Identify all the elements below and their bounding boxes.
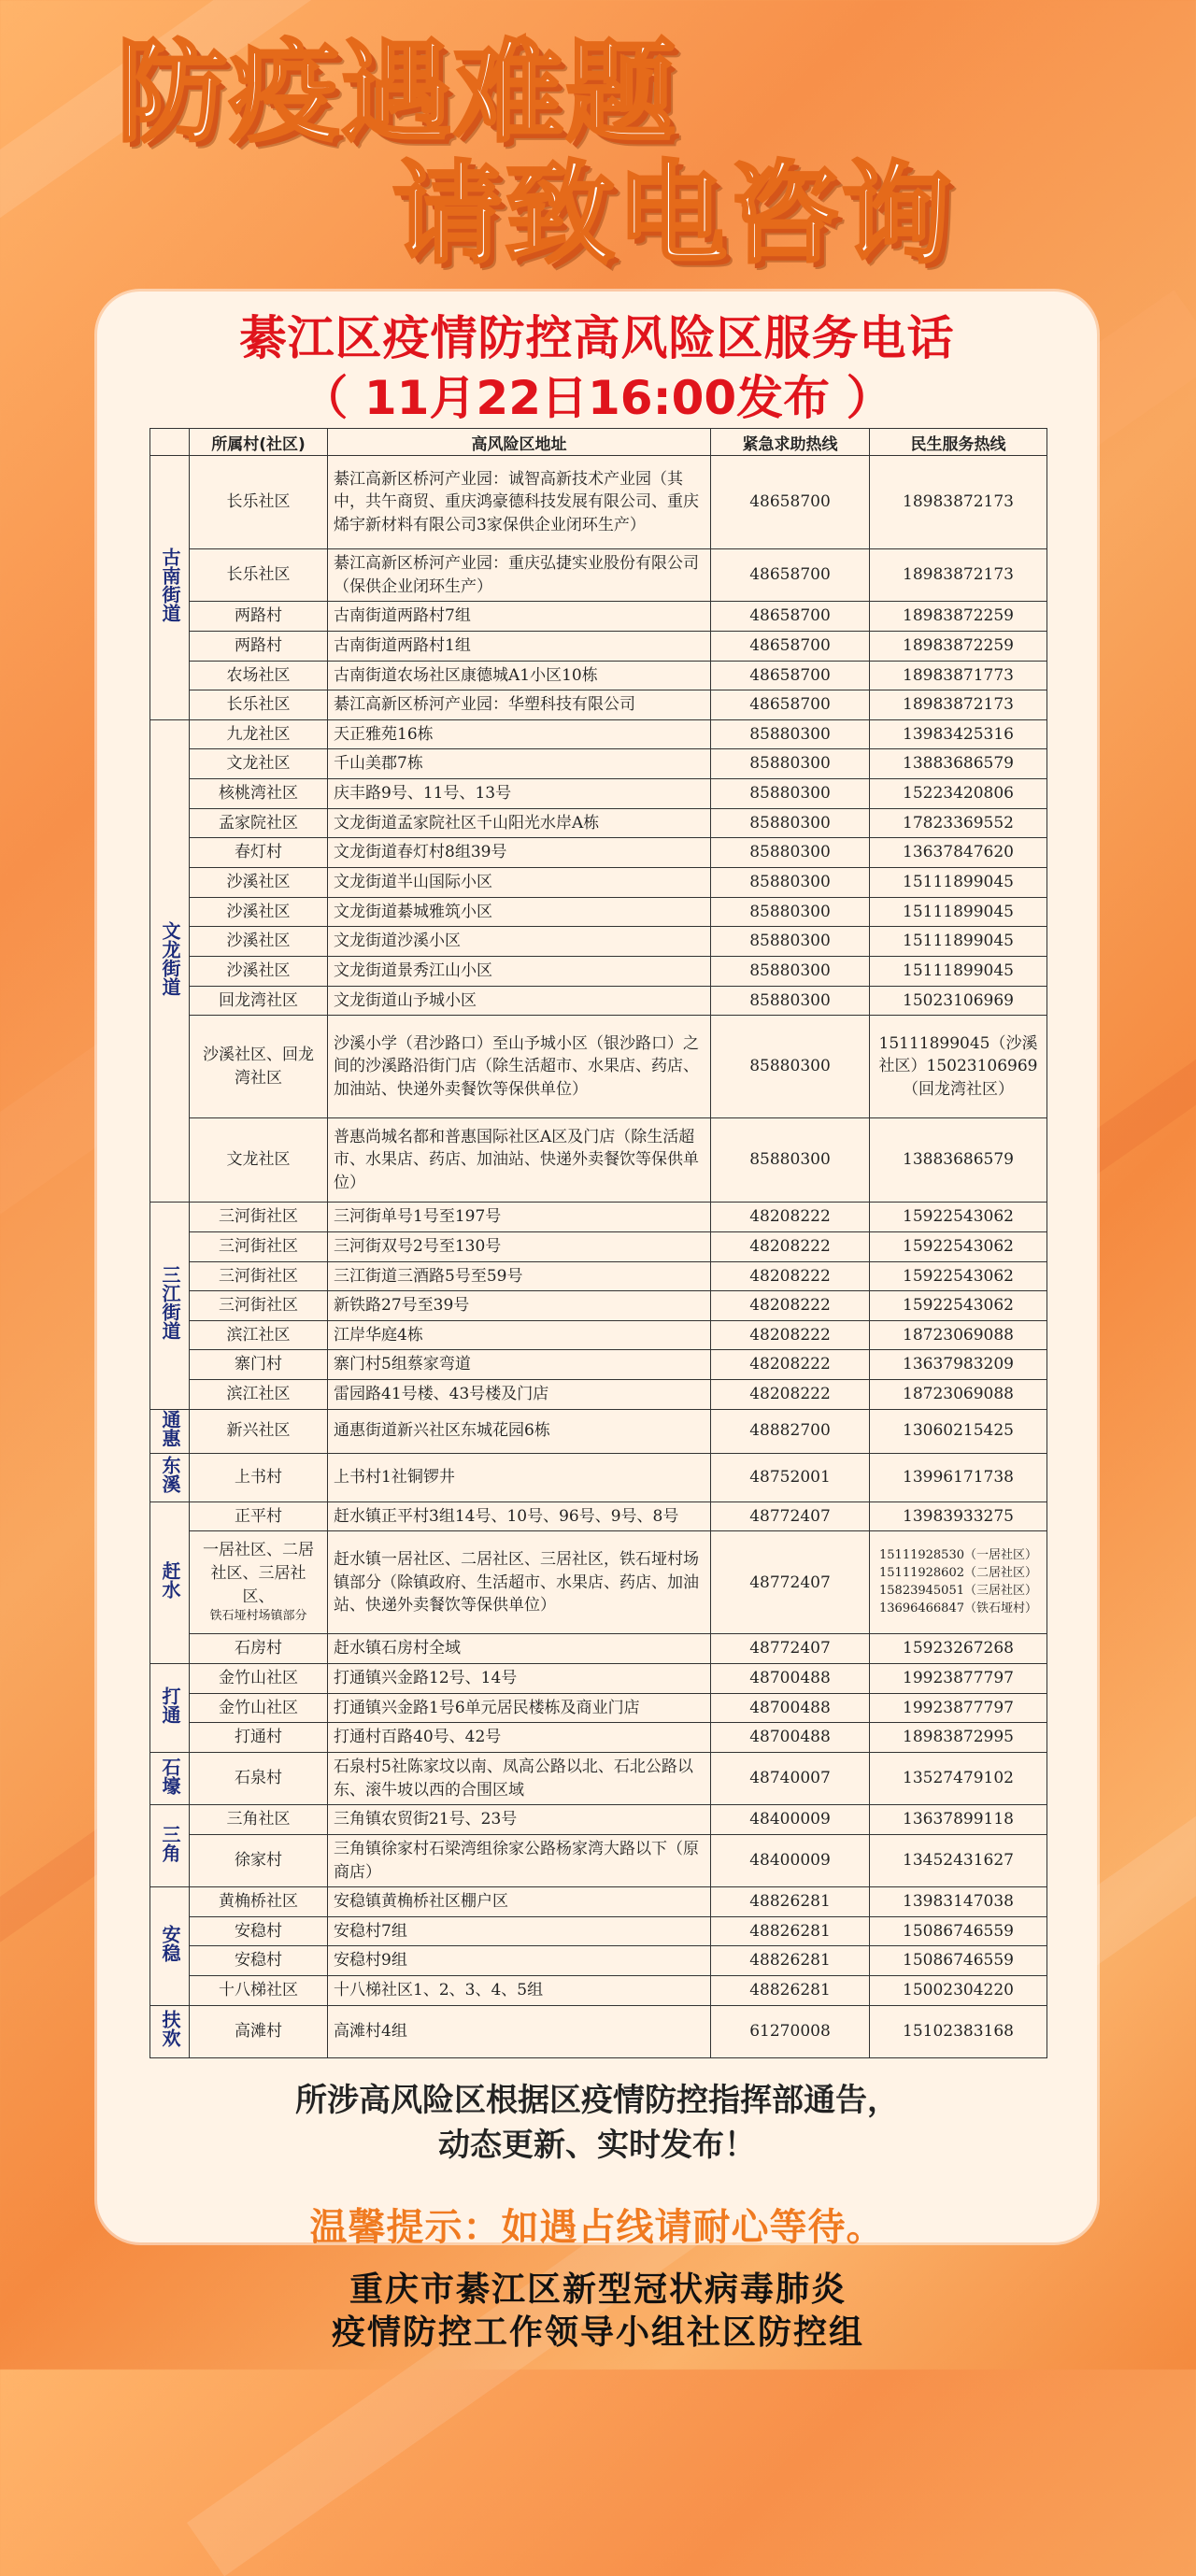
- address-cell: 庆丰路9号、11号、13号: [328, 779, 711, 809]
- table-row: [150, 1976, 1047, 2006]
- address-cell: 文龙街道綦城雅筑小区: [328, 897, 711, 927]
- service-hotline-item: 15823945051（三居社区）: [879, 1583, 1037, 1598]
- emergency-hotline: 48700488: [711, 1723, 870, 1753]
- table-row: [150, 1261, 1047, 1291]
- service-hotline: 13637983209: [870, 1350, 1047, 1380]
- emergency-hotline: 85880300: [711, 956, 870, 986]
- service-hotline: 18983872173: [870, 690, 1047, 720]
- village-name: 文龙社区: [226, 1150, 291, 1170]
- address-cell: 打通镇兴金路12号、14号: [328, 1664, 711, 1694]
- village-cell: [190, 927, 328, 957]
- emergency-hotline: 48208222: [711, 1380, 870, 1410]
- address-cell: 天正雅苑16栋: [328, 719, 711, 749]
- village-name: 核桃湾社区: [219, 784, 298, 804]
- service-hotline-item: 15111928530（一居社区）: [879, 1548, 1037, 1563]
- village-cell: [190, 1634, 328, 1664]
- service-hotline: 15111899045: [870, 897, 1047, 927]
- group-name-cell: [150, 1453, 190, 1501]
- village-cell: [190, 1664, 328, 1694]
- hotline-table: [150, 428, 1047, 2058]
- address-cell: 三河街双号2号至130号: [328, 1231, 711, 1261]
- address-cell: 千山美郡7栋: [328, 749, 711, 779]
- headline-line2: 请致电咨询: [392, 149, 954, 278]
- village-name: 滨江社区: [226, 1385, 291, 1404]
- service-hotline: 18723069088: [870, 1380, 1047, 1410]
- village-name: 两路村: [235, 635, 282, 655]
- village-name: 沙溪社区: [226, 873, 291, 892]
- village-cell: [190, 1203, 328, 1232]
- table-row: [150, 1723, 1047, 1753]
- group-name: 古南街道: [159, 547, 181, 622]
- table-row: [150, 1350, 1047, 1380]
- table-row: [150, 1291, 1047, 1321]
- emergency-hotline: 48752001: [711, 1453, 870, 1501]
- emergency-hotline: 48700488: [711, 1664, 870, 1694]
- village-name: 正平村: [235, 1506, 282, 1526]
- emergency-hotline: 48208222: [711, 1350, 870, 1380]
- address-cell: 普惠尚城名都和普惠国际社区A区及门店（除生活超市、水果店、药店、加油站、快递外卖餐饮等保供单位）: [328, 1118, 711, 1203]
- village-cell: [190, 1118, 328, 1203]
- village-cell: [190, 1946, 328, 1976]
- group-name-cell: [150, 1805, 190, 1887]
- village-cell: [190, 602, 328, 632]
- village-cell: [190, 631, 328, 661]
- village-cell: [190, 808, 328, 838]
- village-name: 农场社区: [226, 665, 291, 685]
- village-name: 石泉村: [235, 1769, 282, 1788]
- village-cell: [190, 549, 328, 602]
- emergency-hotline: 48208222: [711, 1261, 870, 1291]
- village-cell: [190, 868, 328, 898]
- header-village: 所属村(社区): [190, 429, 328, 456]
- address-cell: 十八梯社区1、2、3、4、5组: [328, 1976, 711, 2006]
- group-name: 文龙街道: [159, 920, 181, 996]
- emergency-hotline: 48826281: [711, 1976, 870, 2006]
- service-hotline: 13983147038: [870, 1887, 1047, 1917]
- village-name: 安稳村: [235, 1921, 282, 1941]
- group-name-cell: [150, 1501, 190, 1663]
- village-name: 三河街社区: [219, 1266, 298, 1286]
- address-cell: 文龙街道山予城小区: [328, 986, 711, 1016]
- address-cell: 三角镇徐家村石梁湾组徐家公路杨家湾大路以下（原商店）: [328, 1834, 711, 1886]
- table-row: [150, 779, 1047, 809]
- village-name: 安稳村: [235, 1951, 282, 1971]
- release-time: （ 11月22日16:00发布 ）: [301, 371, 893, 425]
- village-name: 沙溪社区、回龙湾社区: [203, 1046, 314, 1088]
- emergency-hotline: 85880300: [711, 779, 870, 809]
- table-row: [150, 956, 1047, 986]
- emergency-hotline: 48658700: [711, 631, 870, 661]
- table-row: [150, 808, 1047, 838]
- service-hotline: 15922543062: [870, 1261, 1047, 1291]
- table-row: [150, 1834, 1047, 1886]
- service-hotline: 15922543062: [870, 1291, 1047, 1321]
- notice-line2: 动态更新、实时发布！: [438, 2127, 756, 2164]
- group-name-cell: [150, 456, 190, 720]
- table-row: [150, 1664, 1047, 1694]
- emergency-hotline: 85880300: [711, 1016, 870, 1118]
- group-name-cell: [150, 1664, 190, 1753]
- village-name: 打通村: [235, 1728, 282, 1747]
- address-cell: 文龙街道孟家院社区千山阳光水岸A栋: [328, 808, 711, 838]
- village-cell: [190, 1350, 328, 1380]
- village-cell: [190, 956, 328, 986]
- service-hotline: 15223420806: [870, 779, 1047, 809]
- table-row: [150, 631, 1047, 661]
- service-hotline: 18983872259: [870, 602, 1047, 632]
- header-service: 民生服务热线: [870, 429, 1047, 456]
- service-hotline: 15923267268: [870, 1634, 1047, 1664]
- address-cell: 文龙街道半山国际小区: [328, 868, 711, 898]
- village-cell: [190, 1320, 328, 1350]
- service-hotline: 18983872995: [870, 1723, 1047, 1753]
- poster-title: 綦江区疫情防控高风险区服务电话: [239, 311, 955, 365]
- service-hotline: 18983872173: [870, 549, 1047, 602]
- service-hotline: 15111899045: [870, 956, 1047, 986]
- emergency-hotline: 48208222: [711, 1203, 870, 1232]
- emergency-hotline: 85880300: [711, 719, 870, 749]
- village-cell: [190, 1887, 328, 1917]
- group-name-cell: [150, 1203, 190, 1409]
- village-name: 十八梯社区: [219, 1981, 298, 2000]
- emergency-hotline: 48772407: [711, 1501, 870, 1531]
- emergency-hotline: 48658700: [711, 690, 870, 720]
- address-cell: 古南街道两路村1组: [328, 631, 711, 661]
- service-hotline: 15922543062: [870, 1231, 1047, 1261]
- service-hotline: 15023106969: [870, 986, 1047, 1016]
- address-cell: 沙溪小学（君沙路口）至山予城小区（银沙路口）之间的沙溪路沿街门店（除生活超市、水果店、药店、加油站、快递外卖餐饮等保供单位）: [328, 1016, 711, 1118]
- service-hotline: 18983872173: [870, 456, 1047, 549]
- village-cell: [190, 1016, 328, 1118]
- headline-line1: 防疫遇难题: [117, 28, 678, 157]
- address-cell: 赶水镇一居社区、二居社区、三居社区，铁石垭村场镇部分（除镇政府、生活超市、水果店、药店、加油站、快递外卖餐饮等保供单位）: [328, 1531, 711, 1634]
- emergency-hotline: 48882700: [711, 1409, 870, 1453]
- village-cell: [190, 719, 328, 749]
- address-cell: 三河街单号1号至197号: [328, 1203, 711, 1232]
- table-row: [150, 1320, 1047, 1350]
- emergency-hotline: 85880300: [711, 808, 870, 838]
- village-name: 黄桷桥社区: [219, 1892, 298, 1912]
- service-hotline: 18983871773: [870, 661, 1047, 690]
- village-cell: [190, 1453, 328, 1501]
- service-hotline: 15111899045: [870, 868, 1047, 898]
- village-name: 新兴社区: [226, 1421, 291, 1441]
- table-row: [150, 690, 1047, 720]
- emergency-hotline: 48700488: [711, 1693, 870, 1723]
- table-row: [150, 838, 1047, 868]
- service-hotline: 15102383168: [870, 2005, 1047, 2057]
- emergency-hotline: 48208222: [711, 1291, 870, 1321]
- village-cell: [190, 1291, 328, 1321]
- table-row: [150, 1453, 1047, 1501]
- address-cell: 文龙街道景秀江山小区: [328, 956, 711, 986]
- village-cell: [190, 897, 328, 927]
- emergency-hotline: 48208222: [711, 1231, 870, 1261]
- table-row: [150, 1231, 1047, 1261]
- group-name-cell: [150, 719, 190, 1202]
- village-name: 滨江社区: [226, 1325, 291, 1345]
- notice-line1: 所涉高风险区根据区疫情防控指挥部通告，: [295, 2082, 899, 2119]
- village-name: 孟家院社区: [219, 813, 298, 833]
- village-name: 沙溪社区: [226, 961, 291, 980]
- table-row: [150, 927, 1047, 957]
- village-cell: [190, 1501, 328, 1531]
- table-row: [150, 719, 1047, 749]
- village-name: 长乐社区: [226, 492, 291, 512]
- village-name: 九龙社区: [226, 724, 291, 744]
- service-hotline: 15111899045（沙溪社区）15023106969（回龙湾社区）: [870, 1016, 1047, 1118]
- village-name: 一居社区、二居社区、三居社区、: [203, 1541, 314, 1606]
- service-hotline: 13883686579: [870, 1118, 1047, 1203]
- service-hotline: 15086746559: [870, 1916, 1047, 1946]
- address-cell: 打通镇兴金路1号6单元居民楼栋及商业门店: [328, 1693, 711, 1723]
- table-row: [150, 1634, 1047, 1664]
- table-row: [150, 1805, 1047, 1835]
- village-cell: [190, 1834, 328, 1886]
- emergency-hotline: 48772407: [711, 1634, 870, 1664]
- table-row: [150, 749, 1047, 779]
- table-row: [150, 897, 1047, 927]
- emergency-hotline: 48658700: [711, 549, 870, 602]
- village-cell: [190, 1231, 328, 1261]
- village-cell: [190, 1976, 328, 2006]
- emergency-hotline: 48658700: [711, 661, 870, 690]
- service-hotline: 19923877797: [870, 1693, 1047, 1723]
- table-row: [150, 549, 1047, 602]
- village-cell: [190, 1409, 328, 1453]
- service-hotline: 13983933275: [870, 1501, 1047, 1531]
- village-cell: [190, 690, 328, 720]
- emergency-hotline: 85880300: [711, 868, 870, 898]
- address-cell: 寨门村5组蔡家弯道: [328, 1350, 711, 1380]
- village-cell: [190, 661, 328, 690]
- footer-org-line1: 重庆市綦江区新型冠状病毒肺炎: [349, 2270, 847, 2309]
- address-cell: 安稳村9组: [328, 1946, 711, 1976]
- address-cell: 古南街道农场社区康德城A1小区10栋: [328, 661, 711, 690]
- village-cell: [190, 1752, 328, 1804]
- service-hotline-item: 15111928602（二居社区）: [879, 1566, 1037, 1581]
- emergency-hotline: 85880300: [711, 838, 870, 868]
- village-name: 三角社区: [226, 1810, 291, 1829]
- address-cell: 三角镇农贸街21号、23号: [328, 1805, 711, 1835]
- group-name-cell: [150, 1752, 190, 1804]
- table-header-row: [150, 429, 1047, 456]
- header-group: [150, 429, 190, 456]
- address-cell: 雷园路41号楼、43号楼及门店: [328, 1380, 711, 1410]
- emergency-hotline: 48400009: [711, 1805, 870, 1835]
- village-cell: [190, 779, 328, 809]
- address-cell: 新铁路27号至39号: [328, 1291, 711, 1321]
- service-hotline: 18723069088: [870, 1320, 1047, 1350]
- service-hotline: 13452431627: [870, 1834, 1047, 1886]
- village-name: 三河街社区: [219, 1207, 298, 1227]
- address-cell: 上书村1社铜锣井: [328, 1453, 711, 1501]
- village-name: 三河街社区: [219, 1296, 298, 1316]
- address-cell: 打通村百路40号、42号: [328, 1723, 711, 1753]
- group-name: 东溪: [159, 1456, 181, 1494]
- village-name: 长乐社区: [226, 695, 291, 715]
- service-hotline: 13983425316: [870, 719, 1047, 749]
- village-name: 沙溪社区: [226, 902, 291, 921]
- service-hotline: [870, 1531, 1047, 1634]
- village-name: 高滩村: [235, 2021, 282, 2041]
- village-name: 金竹山社区: [219, 1698, 298, 1717]
- table-row: [150, 868, 1047, 898]
- village-cell: [190, 456, 328, 549]
- emergency-hotline: 48208222: [711, 1320, 870, 1350]
- emergency-hotline: 48826281: [711, 1916, 870, 1946]
- service-hotline: 13060215425: [870, 1409, 1047, 1453]
- service-hotline: 15002304220: [870, 1976, 1047, 2006]
- village-name: 沙溪社区: [226, 932, 291, 951]
- table-row: [150, 1693, 1047, 1723]
- service-hotline: 18983872259: [870, 631, 1047, 661]
- village-name: 石房村: [235, 1639, 282, 1658]
- service-hotline: 13996171738: [870, 1453, 1047, 1501]
- village-cell: [190, 1805, 328, 1835]
- village-cell: [190, 1261, 328, 1291]
- table-row: [150, 1946, 1047, 1976]
- table-row: [150, 1501, 1047, 1531]
- emergency-hotline: 48658700: [711, 456, 870, 549]
- service-hotline: 15086746559: [870, 1946, 1047, 1976]
- village-name: 春灯村: [235, 843, 282, 862]
- village-name: 三河街社区: [219, 1236, 298, 1256]
- group-name: 扶欢: [159, 2010, 181, 2048]
- address-cell: 高滩村4组: [328, 2005, 711, 2057]
- village-name: 寨门村: [235, 1355, 282, 1374]
- village-cell: [190, 838, 328, 868]
- table-row: [150, 1380, 1047, 1410]
- village-cell: [190, 1723, 328, 1753]
- address-cell: 文龙街道沙溪小区: [328, 927, 711, 957]
- village-name: 长乐社区: [226, 565, 291, 585]
- address-cell: 綦江高新区桥河产业园：华塑科技有限公司: [328, 690, 711, 720]
- address-cell: 赶水镇石房村全域: [328, 1634, 711, 1664]
- table-row: [150, 456, 1047, 549]
- table-row: [150, 661, 1047, 690]
- emergency-hotline: 48740007: [711, 1752, 870, 1804]
- group-name-cell: [150, 1887, 190, 2006]
- group-name-cell: [150, 1409, 190, 1453]
- table-row: [150, 1887, 1047, 1917]
- address-cell: 安稳镇黄桷桥社区棚户区: [328, 1887, 711, 1917]
- emergency-hotline: 48772407: [711, 1531, 870, 1634]
- table-row: [150, 1409, 1047, 1453]
- emergency-hotline: 85880300: [711, 1118, 870, 1203]
- table-row: [150, 1118, 1047, 1203]
- emergency-hotline: 85880300: [711, 749, 870, 779]
- address-cell: 三江街道三酒路5号至59号: [328, 1261, 711, 1291]
- service-hotline: 13883686579: [870, 749, 1047, 779]
- village-cell: [190, 1531, 328, 1634]
- service-hotline: 13527479102: [870, 1752, 1047, 1804]
- address-cell: 通惠街道新兴社区东城花园6栋: [328, 1409, 711, 1453]
- address-cell: 綦江高新区桥河产业园：重庆弘捷实业股份有限公司（保供企业闭环生产）: [328, 549, 711, 602]
- address-cell: 文龙街道春灯村8组39号: [328, 838, 711, 868]
- emergency-hotline: 48658700: [711, 602, 870, 632]
- village-cell: [190, 749, 328, 779]
- village-cell: [190, 2005, 328, 2057]
- service-hotline: 15111899045: [870, 927, 1047, 957]
- table-row: [150, 1203, 1047, 1232]
- village-name: 金竹山社区: [219, 1669, 298, 1688]
- header-address: 高风险区地址: [328, 429, 711, 456]
- group-name: 通惠: [159, 1409, 181, 1447]
- service-hotline-item: 13696466847（铁石垭村）: [879, 1601, 1037, 1615]
- group-name: 安稳: [159, 1924, 181, 1962]
- group-name: 石壕: [159, 1757, 181, 1795]
- group-name: 赶水: [159, 1560, 181, 1599]
- footer-org-line2: 疫情防控工作领导小组社区防控组: [331, 2313, 864, 2352]
- village-cell: [190, 1380, 328, 1410]
- village-name: 文龙社区: [226, 754, 291, 774]
- service-hotline: 13637847620: [870, 838, 1047, 868]
- service-hotline: 13637899118: [870, 1805, 1047, 1835]
- village-name: 上书村: [235, 1467, 282, 1487]
- address-cell: 綦江高新区桥河产业园：诚智高新技术产业园（其中，共午商贸、重庆鸿豪德科技发展有限公司、重庆烯宇新材料有限公司3家保供企业闭环生产）: [328, 456, 711, 549]
- table-row: [150, 1752, 1047, 1804]
- emergency-hotline: 61270008: [711, 2005, 870, 2057]
- emergency-hotline: 85880300: [711, 986, 870, 1016]
- table-row: [150, 1531, 1047, 1634]
- table-row: [150, 1016, 1047, 1118]
- service-hotline: 15922543062: [870, 1203, 1047, 1232]
- table-row: [150, 1916, 1047, 1946]
- emergency-hotline: 48826281: [711, 1887, 870, 1917]
- emergency-hotline: 85880300: [711, 897, 870, 927]
- address-cell: 石泉村5社陈家坟以南、凤高公路以北、石北公路以东、滚牛坡以西的合围区域: [328, 1752, 711, 1804]
- service-hotline: 19923877797: [870, 1664, 1047, 1694]
- address-cell: 安稳村7组: [328, 1916, 711, 1946]
- village-cell: [190, 986, 328, 1016]
- group-name: 三江街道: [159, 1265, 181, 1341]
- warm-tip: 温馨提示：如遇占线请耐心等待。: [309, 2206, 885, 2249]
- address-cell: 古南街道两路村7组: [328, 602, 711, 632]
- address-cell: 赶水镇正平村3组14号、10号、96号、9号、8号: [328, 1501, 711, 1531]
- village-name: 两路村: [235, 606, 282, 626]
- village-name: 回龙湾社区: [219, 990, 298, 1010]
- table-row: [150, 2005, 1047, 2057]
- address-cell: 江岸华庭4栋: [328, 1320, 711, 1350]
- table-row: [150, 602, 1047, 632]
- village-cell: [190, 1693, 328, 1723]
- village-name: 徐家村: [235, 1851, 282, 1871]
- emergency-hotline: 48400009: [711, 1834, 870, 1886]
- service-hotline: 17823369552: [870, 808, 1047, 838]
- emergency-hotline: 85880300: [711, 927, 870, 957]
- emergency-hotline: 48826281: [711, 1946, 870, 1976]
- header-emergency: 紧急求助热线: [711, 429, 870, 456]
- village-name-extra: 铁石垭村场镇部分: [209, 1609, 307, 1624]
- table-row: [150, 986, 1047, 1016]
- group-name: 三角: [159, 1824, 181, 1862]
- village-cell: [190, 1916, 328, 1946]
- group-name-cell: [150, 2005, 190, 2057]
- group-name: 打通: [159, 1686, 181, 1724]
